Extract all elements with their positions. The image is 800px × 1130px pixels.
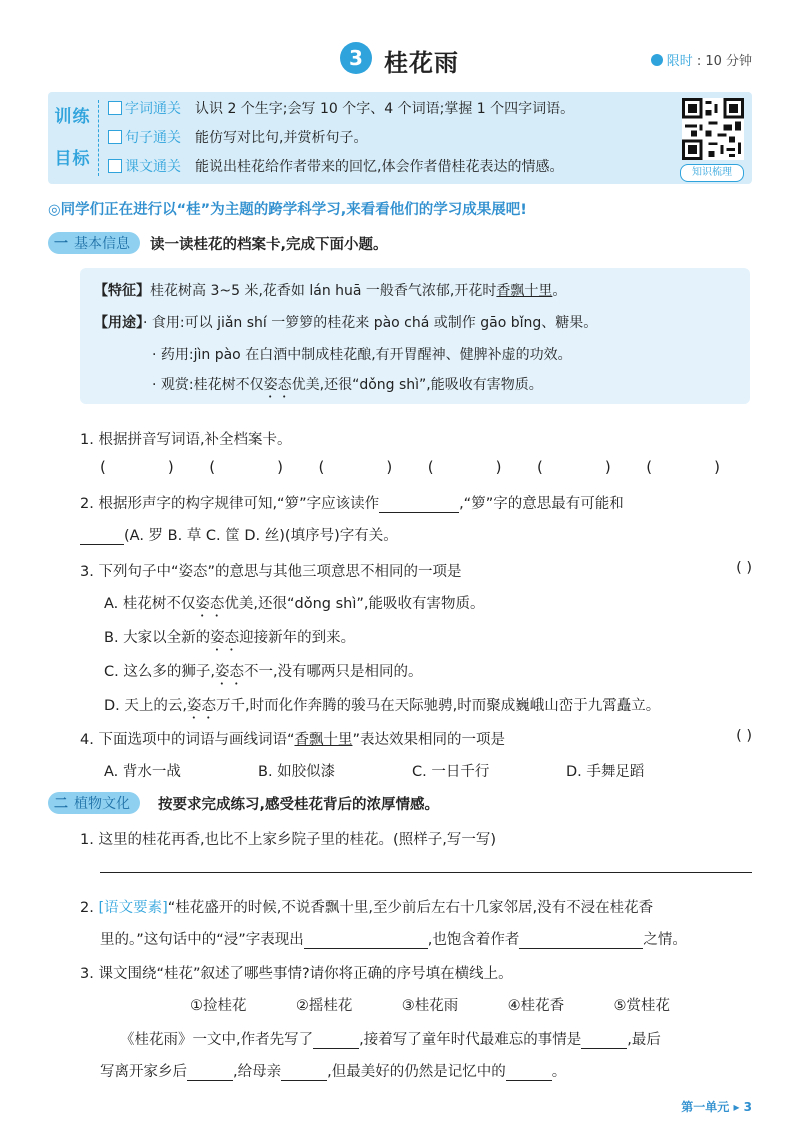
dotted-word: 姿态 [187, 698, 216, 714]
feature-label: 【特征】 [94, 283, 150, 299]
event-option: ④桂花香 [507, 998, 565, 1014]
option-text: C. 这么多的狮子, [104, 664, 215, 680]
q-number: 2. [80, 900, 94, 916]
paren-close: ) [386, 458, 393, 476]
section-description: 按要求完成练习,感受桂花背后的浓厚情感。 [158, 797, 440, 813]
answer-blank[interactable] [304, 948, 428, 949]
time-limit [651, 50, 752, 69]
event-option: ③桂花雨 [401, 998, 459, 1014]
q3-part: ,最后 [627, 1032, 661, 1048]
goal-item [108, 96, 574, 120]
answer-blank[interactable] [187, 1080, 233, 1081]
q2-part: ,也饱含着作者 [427, 932, 520, 948]
intro-text: ◎同学们正在进行以“桂”为主题的跨学科学习,来看看他们的学习成果展吧! [48, 202, 527, 218]
lesson-number-badge: 3 [340, 42, 372, 74]
card-use-line [152, 374, 543, 401]
paren-open: ( [537, 458, 543, 476]
paren-close: ) [167, 458, 174, 476]
option-a[interactable]: A. 背水一战 [104, 764, 181, 780]
checkbox[interactable] [108, 159, 122, 173]
divider [98, 100, 99, 176]
goal-item [108, 125, 367, 149]
goals-char: 训 [54, 107, 72, 127]
option-text: D. 天上的云, [104, 698, 187, 714]
option-b[interactable]: B. 如胶似漆 [258, 764, 336, 780]
time-limit-value: : 10 分钟 [696, 54, 752, 69]
feature-text: 桂花树高 3~5 米,花香如 lán huā 一般香气浓郁,开花时 [150, 283, 497, 299]
option-c[interactable] [104, 660, 423, 688]
section-number: 一 [54, 236, 68, 252]
answer-blank[interactable] [581, 1048, 627, 1049]
paren-close: ) [714, 458, 720, 476]
q3-part: 。 [551, 1064, 567, 1080]
paren-close: ) [495, 458, 502, 476]
goal-label: 句子通关 [125, 130, 181, 146]
underlined-phrase: 香飘十里 [294, 732, 353, 748]
q3-part: 《桂花雨》一文中,作者先写了 [120, 1032, 314, 1048]
page-title: 桂花雨 [384, 49, 459, 77]
page-footer: 第一单元 ▸ 3 [681, 1100, 752, 1114]
question-text [100, 928, 687, 949]
goals-char: 标 [72, 149, 90, 169]
q3-part: ,接着写了童年时代最难忘的事情是 [359, 1032, 582, 1048]
goal-item [108, 154, 563, 178]
option-text: 迎接新年的到来。 [239, 630, 356, 646]
answer-blank[interactable] [519, 948, 643, 949]
dotted-word: 姿态 [214, 664, 244, 680]
answer-paren[interactable]: ( ) [736, 728, 752, 744]
goal-text: 能说出桂花给作者带来的回忆,体会作者借桂花表达的情感。 [195, 159, 564, 175]
q3-part: ,但最美好的仍然是记忆中的 [327, 1064, 506, 1080]
q4-part: 4. 下面选项中的词语与画线词语“ [80, 732, 295, 748]
q2-part: (A. 罗 B. 草 C. 筐 D. 丝)(填序号)字有关。 [124, 528, 398, 544]
qr-code-icon[interactable] [682, 98, 744, 160]
question-text: 1. 这里的桂花再香,也比不上家乡院子里的桂花。(照样子,写一写) [80, 832, 496, 848]
question-text: 3. 课文围绕“桂花”叙述了哪些事情?请你将正确的序号填在横线上。 [80, 966, 513, 982]
q2-part: ,“箩”字的意思最有可能和 [459, 496, 624, 512]
question-text [80, 492, 624, 513]
q4-part: ”表达效果相同的一项是 [352, 732, 505, 748]
goals-char: 练 [72, 107, 90, 127]
section-tag-basic-info [48, 232, 140, 254]
answer-paren[interactable]: ( ) [736, 560, 752, 576]
q2-part: 2. 根据形声字的构字规律可知,“箩”字应该读作 [80, 496, 380, 512]
question-text [80, 896, 653, 917]
lesson-header [0, 40, 800, 80]
paren-open: ( [427, 458, 434, 476]
goal-label: 课文通关 [125, 159, 181, 175]
paren-open: ( [318, 458, 325, 476]
q2-part: “桂花盛开的时候,不说香飘十里,至少前后左右十几家邻居,没有不浸在桂花香 [167, 900, 654, 916]
answer-blank[interactable] [313, 1048, 359, 1049]
checkbox[interactable] [108, 130, 122, 144]
answer-blank[interactable] [379, 512, 459, 513]
answer-paren[interactable] [100, 458, 174, 476]
option-text: 万千,时而化作奔腾的骏马在天际驰骋,时而聚成巍峨山峦于九霄矗立。 [216, 698, 661, 714]
question-text: 1. 根据拼音写词语,补全档案卡。 [80, 432, 292, 448]
dotted-word: 姿态 [210, 630, 240, 646]
option-d[interactable] [104, 694, 660, 722]
card-feature-line [94, 280, 566, 300]
checkbox[interactable] [108, 101, 122, 115]
training-goals-label [54, 96, 90, 180]
paren-open: ( [100, 458, 106, 476]
question-text: 3. 下列句子中“姿态”的意思与其他三项意思不相同的一项是 [80, 564, 462, 580]
answer-paren[interactable] [428, 458, 502, 476]
paren-open: ( [209, 458, 216, 476]
option-c[interactable]: C. 一日千行 [412, 764, 490, 780]
card-use-line [94, 312, 597, 332]
answer-blanks [100, 458, 720, 476]
dotted-word: 姿态 [263, 377, 292, 393]
event-option: ①捡桂花 [190, 998, 247, 1014]
goal-text: 认识 2 个生字;会写 10 个字、4 个词语;掌握 1 个四字词语。 [195, 101, 575, 117]
clock-icon [651, 54, 663, 66]
paren-open: ( [646, 458, 653, 476]
answer-blank[interactable] [281, 1080, 327, 1081]
dotted-word: 姿态 [195, 596, 225, 612]
underlined-phrase: 香飘十里 [496, 283, 553, 299]
time-limit-label: 限时 [666, 54, 693, 69]
language-element-tag: [语文要素] [98, 900, 168, 916]
q3-part: 写离开家乡后 [100, 1064, 187, 1080]
option-a[interactable] [104, 592, 484, 620]
use-view-a: · 观赏:桂花树不仅 [152, 377, 264, 393]
use-label: 【用途】 [94, 315, 143, 331]
card-use-line: · 药用:jìn pào 在白酒中制成桂花酿,有开胃醒神、健脾补虚的功效。 [152, 347, 572, 363]
q2-part: 之情。 [643, 932, 687, 948]
answer-paren[interactable] [319, 458, 393, 476]
use-eat: · 食用:可以 jiǎn shí 一箩箩的桂花来 pào chá 或制作 gāo bǐng、糖果。 [143, 315, 598, 331]
section-tag-label: 植物文化 [74, 796, 130, 812]
question-text [80, 524, 398, 545]
section-tag-label: 基本信息 [74, 236, 130, 252]
answer-paren[interactable] [537, 458, 611, 476]
training-goals-box [48, 92, 752, 184]
question-text [120, 1028, 661, 1049]
option-b[interactable] [104, 626, 355, 654]
q3-part: ,给母亲 [233, 1064, 282, 1080]
answer-blank[interactable] [506, 1080, 552, 1081]
option-text: 不一,没有哪两只是相同的。 [243, 664, 423, 680]
goal-label: 字词通关 [125, 101, 181, 117]
goal-text: 能仿写对比句,并赏析句子。 [195, 130, 368, 146]
goals-char: 目 [54, 149, 72, 169]
question-text [100, 1060, 566, 1081]
qr-code-label[interactable]: 知识梳理 [680, 164, 744, 182]
section-description: 读一读桂花的档案卡,完成下面小题。 [150, 237, 388, 253]
answer-line[interactable] [100, 872, 752, 873]
feature-end: 。 [552, 283, 567, 299]
option-text: 优美,还很“dǒng shì”,能吸收有害物质。 [224, 596, 485, 612]
section-number: 二 [54, 796, 68, 812]
event-option: ②摇桂花 [295, 998, 353, 1014]
option-d[interactable]: D. 手舞足蹈 [566, 764, 645, 780]
answer-paren[interactable] [646, 458, 720, 476]
option-text: B. 大家以全新的 [104, 630, 211, 646]
paren-close: ) [604, 458, 611, 476]
osmanthus-archive-card [80, 268, 750, 404]
answer-blank[interactable] [80, 544, 124, 545]
question-text [80, 728, 505, 749]
q2-part: 里的。”这句话中的“浸”字表现出 [100, 932, 304, 948]
event-options [190, 994, 670, 1015]
use-view-c: 优美,还很“dǒng shì”,能吸收有害物质。 [291, 377, 543, 393]
event-option: ⑤赏桂花 [613, 998, 670, 1014]
paren-close: ) [277, 458, 283, 476]
option-text: A. 桂花树不仅 [104, 596, 196, 612]
answer-paren[interactable] [209, 458, 283, 476]
section-tag-plant-culture [48, 792, 140, 814]
